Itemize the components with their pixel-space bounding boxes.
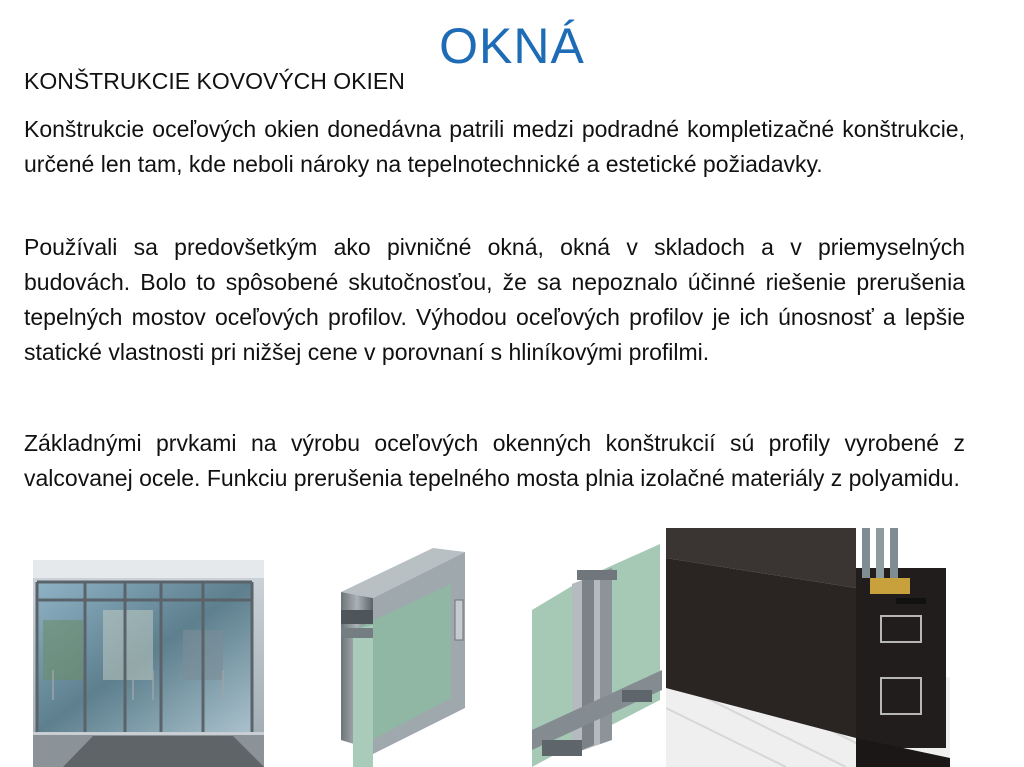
dark-window-frame-section [666, 528, 950, 767]
steel-profile-cross-section [522, 540, 667, 767]
steel-frame-corner-profile [333, 540, 473, 767]
slide-subtitle: KONŠTRUKCIE KOVOVÝCH OKIEN [24, 68, 405, 94]
paragraph-1: Konštrukcie oceľových okien donedávna patrili medzi podradné kompletizačné konštrukcie, určené len tam, kde neboli nároky na tepelnotechnické a estetické požiadavky. [24, 116, 965, 177]
slide-title: OKNÁ [439, 18, 585, 74]
glass-entrance-photo [33, 560, 264, 767]
paragraph-2: Používali sa predovšetkým ako pivničné okná, okná v skladoch a v priemyselných budovách. Bolo to spôsobené skutočnosťou, že sa nepoznalo účinné riešenie prerušenia tepelných mostov oceľových profilov. Výhodou oceľových profilov je ich únosnosť a lepšie statické vlastnosti pri nižšej cene v porovnaní s hliníkovými profilmi. [24, 234, 965, 365]
paragraph-3: Základnými prvkami na výrobu oceľových okenných konštrukcií sú profily vyrobené z valcovanej ocele. Funkciu prerušenia tepelného mosta plnia izolačné materiály z polyamidu. [24, 430, 965, 491]
